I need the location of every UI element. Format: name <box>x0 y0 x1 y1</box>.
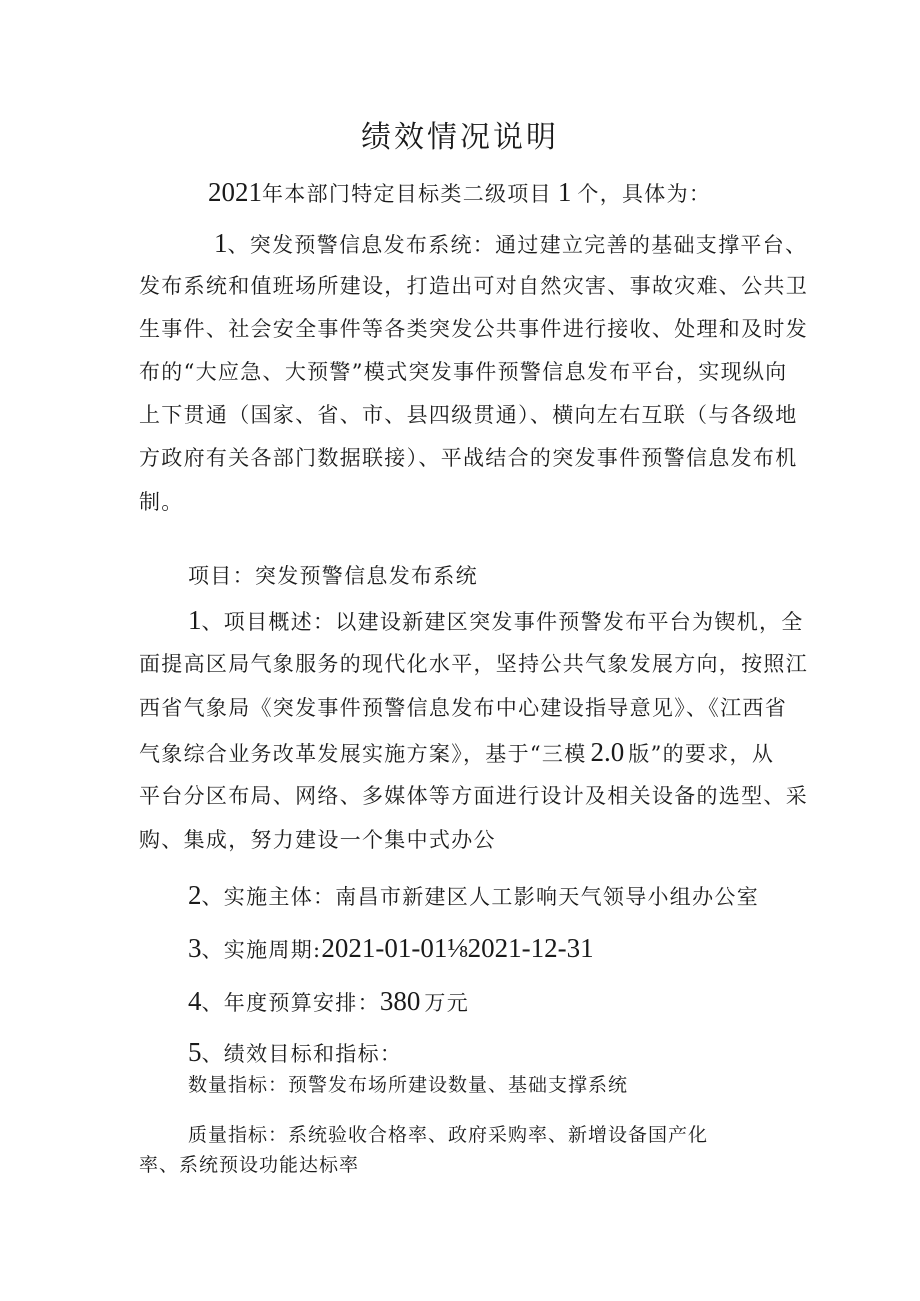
overview-version: 2.0 <box>590 737 625 767</box>
intro-count: 1 <box>557 177 572 207</box>
budget-line: 4、年度预算安排：380 万元 <box>188 986 470 1016</box>
overview-line-5: 平台分区布局、网络、多媒体等方面进行设计及相关设备的选型、采 <box>139 784 808 808</box>
section1-line-1: 1、突发预警信息发布系统：通过建立完善的基础支撑平台、 <box>214 228 808 258</box>
targets-line: 5、绩效目标和指标： <box>188 1037 403 1067</box>
overview-number: 1 <box>188 605 202 635</box>
quality-indicator-line-2: 率、系统预设功能达标率 <box>139 1154 360 1176</box>
intro-year: 2021 <box>208 177 262 207</box>
overview-line-6: 购、集成，努力建设一个集中式办公 <box>139 828 496 852</box>
period-number: 3 <box>188 933 202 963</box>
targets-number: 5 <box>188 1037 202 1067</box>
intro-text-a: 年本部门特定目标类二级项目 <box>262 182 552 206</box>
section1-number: 1 <box>214 228 228 258</box>
overview-line-4: 气象综合业务改革发展实施方案》，基于“三模 2.0 版”的要求，从 <box>139 737 775 767</box>
document-title: 绩效情况说明 <box>361 120 559 155</box>
intro-text-b: 个，具体为： <box>577 182 712 206</box>
quality-indicator-line-1: 质量指标：系统验收合格率、政府采购率、新增设备国产化 <box>188 1124 709 1146</box>
section1-line-5: 上下贯通（国家、省、市、县四级贯通）、横向左右互联（与各级地 <box>139 403 798 427</box>
section1-line-4: 布的“大应急、大预警”模式突发事件预警信息发布平台，实现纵向 <box>139 360 788 384</box>
section1-line-6: 方政府有关各部门数据联接）、平战结合的突发事件预警信息发布机 <box>139 446 798 470</box>
implementer-number: 2 <box>188 880 202 910</box>
section1-line-3: 生事件、社会安全事件等各类突发公共事件进行接收、处理和及时发 <box>139 317 808 341</box>
period-line: 3、实施周期:2021-01-01⅛2021-12-31 <box>188 933 594 963</box>
section1-line-7: 制。 <box>139 490 184 514</box>
overview-line-2: 面提高区局气象服务的现代化水平，坚持公共气象发展方向，按照江 <box>139 652 808 676</box>
project-label: 项目：突发预警信息发布系统 <box>188 564 478 588</box>
section1-line-2: 发布系统和值班场所建设，打造出可对自然灾害、事故灾难、公共卫 <box>139 274 808 298</box>
intro-paragraph <box>208 178 711 208</box>
budget-amount: 380 <box>379 986 421 1016</box>
overview-line-1: 1、项目概述：以建设新建区突发事件预警发布平台为锲机，全 <box>188 605 804 635</box>
implementer-line: 2、实施主体：南昌市新建区人工影响天气领导小组办公室 <box>188 880 759 910</box>
quantity-indicator: 数量指标：预警发布场所建设数量、基础支撑系统 <box>188 1074 629 1096</box>
period-value: 2021-01-01⅛2021-12-31 <box>321 933 594 963</box>
overview-line-3: 西省气象局《突发事件预警信息发布中心建设指导意见》、《江西省 <box>139 696 787 720</box>
budget-number: 4 <box>188 986 202 1016</box>
